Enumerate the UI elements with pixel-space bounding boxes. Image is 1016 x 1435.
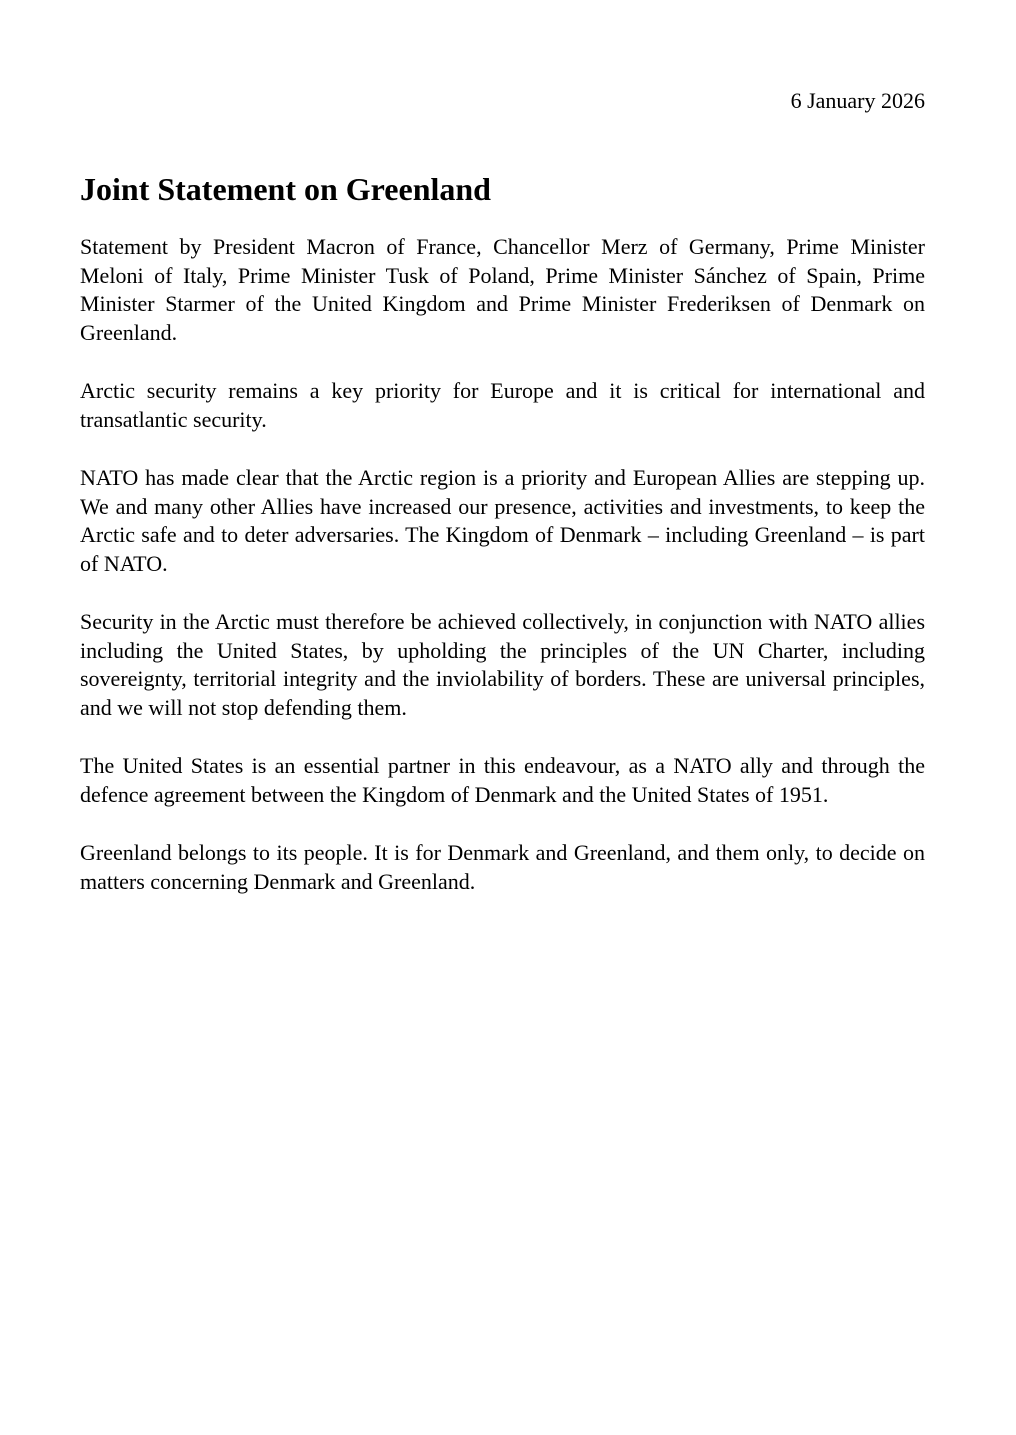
document-title: Joint Statement on Greenland (80, 171, 491, 207)
paragraph-nato-priority: NATO has made clear that the Arctic region is a priority and European Allies are stepping up. We and many other Allies have increased our presence, activities and investments, to keep the Arctic safe and to deter adversaries. The Kingdom of Denmark – including Greenland – is part of NATO. (80, 465, 925, 576)
paragraph-greenland-people: Greenland belongs to its people. It is for Denmark and Greenland, and them only, to decide on matters concerning Denmark and Greenland. (80, 840, 925, 894)
document-date: 6 January 2026 (790, 88, 925, 113)
paragraph-arctic-security: Arctic security remains a key priority for Europe and it is critical for international and transatlantic security. (80, 378, 925, 432)
paragraph-us-partner: The United States is an essential partner in this endeavour, as a NATO ally and through the defence agreement between the Kingdom of Denmark and the United States of 1951. (80, 753, 925, 807)
document-body (80, 233, 925, 896)
paragraph-attribution: Statement by President Macron of France, Chancellor Merz of Germany, Prime Minister Meloni of Italy, Prime Minister Tusk of Poland, Prime Minister Sánchez of Spain, Prime Minister Starmer of the United Kingdom and Prime Minister Frederiksen of Denmark on Greenland. (80, 234, 925, 345)
paragraph-collective-security: Security in the Arctic must therefore be achieved collectively, in conjunction with NATO allies including the United States, by upholding the principles of the UN Charter, including sovereignty, territorial integrity and the inviolability of borders. These are universal principles, and we will not stop defending them. (80, 609, 925, 720)
